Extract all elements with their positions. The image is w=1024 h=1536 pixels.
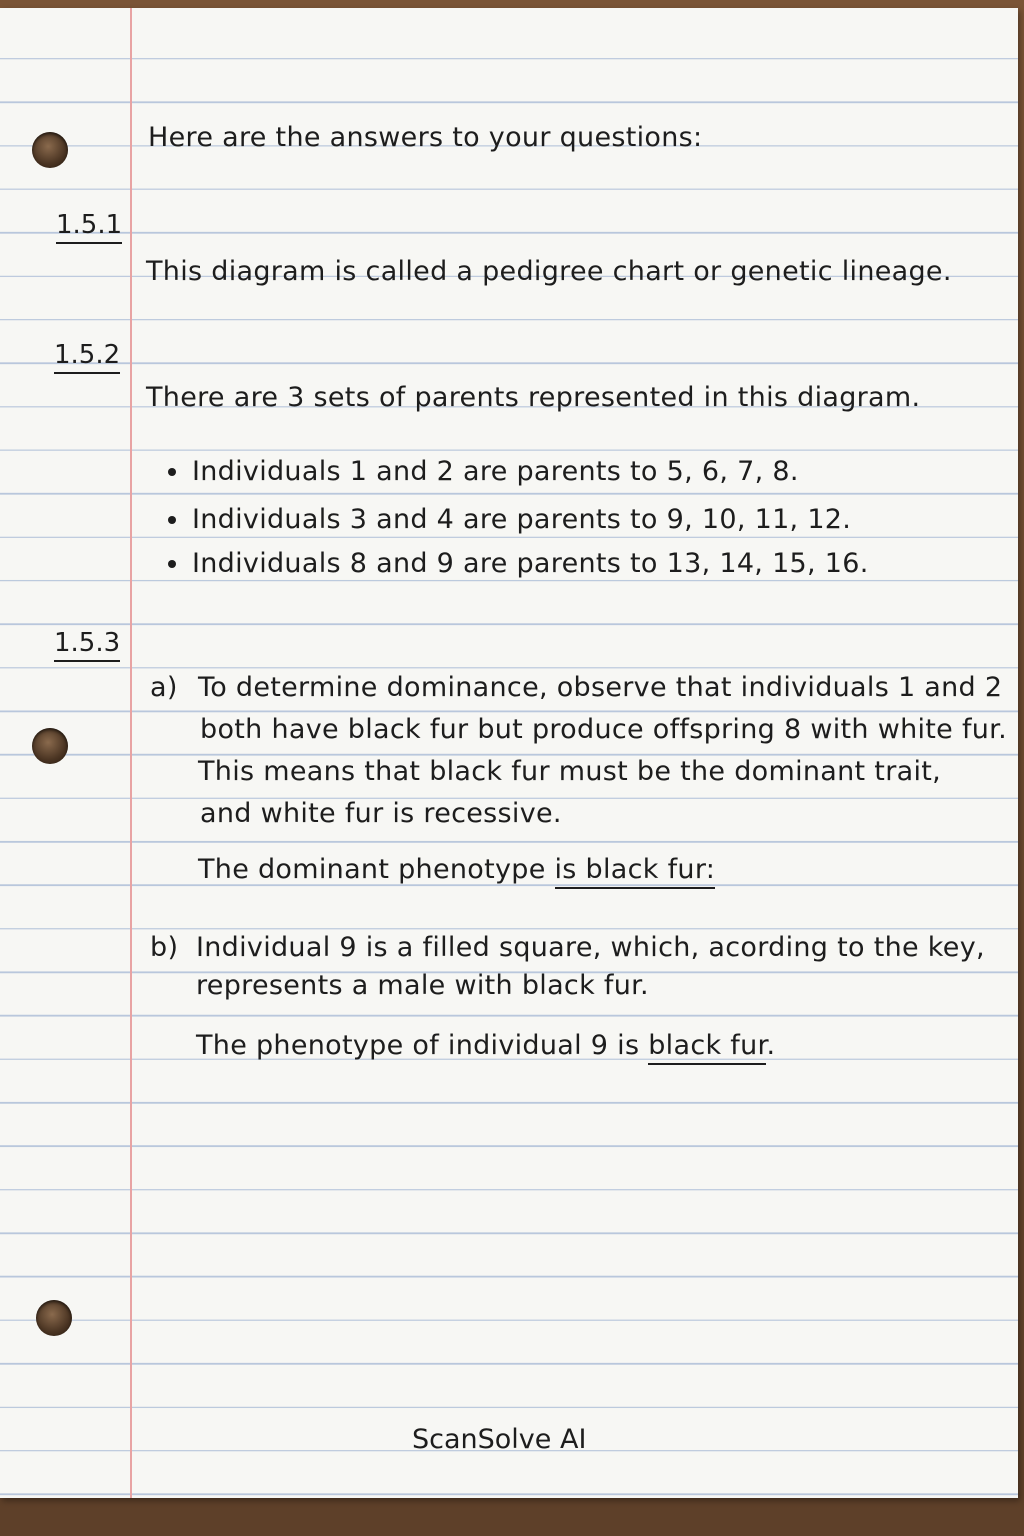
part-a-line-1: To determine dominance, observe that individuals 1 and 2 [198, 672, 1003, 703]
part-b-conclusion [196, 1032, 775, 1059]
list-item: Individuals 3 and 4 are parents to 9, 10, 11, 12. [192, 504, 852, 535]
part-a-conclusion [198, 856, 715, 883]
part-a-line-4: and white fur is recessive. [200, 798, 562, 829]
part-b-line-1: Individual 9 is a filled square, which, acording to the key, [196, 932, 985, 963]
punch-hole-bottom [36, 1300, 72, 1336]
notebook-page [0, 8, 1018, 1498]
part-b-label: b) [150, 932, 179, 963]
answer-1-5-1: This diagram is called a pedigree chart or genetic lineage. [146, 256, 952, 287]
part-b-conclusion-suffix: . [766, 1030, 776, 1061]
part-a-conclusion-prefix: The dominant phenotype [198, 854, 555, 885]
punch-hole-middle [32, 728, 68, 764]
part-b-conclusion-underlined: black fur [648, 1030, 766, 1065]
bullet-1 [168, 468, 176, 476]
bullet-2 [168, 516, 176, 524]
answer-1-5-2: There are 3 sets of parents represented in this diagram. [146, 382, 921, 413]
part-b-conclusion-prefix: The phenotype of individual 9 is [196, 1030, 649, 1061]
part-b-line-2: represents a male with black fur. [196, 970, 649, 1001]
question-number-1-5-1: 1.5.1 [56, 212, 122, 244]
list-item: Individuals 8 and 9 are parents to 13, 14, 15, 16. [192, 548, 869, 579]
bullet-3 [168, 560, 176, 568]
part-a-line-3: This means that black fur must be the dominant trait, [198, 756, 942, 787]
question-number-1-5-2: 1.5.2 [54, 342, 120, 374]
punch-hole-top [32, 132, 68, 168]
part-a-conclusion-underlined: is black fur: [555, 854, 716, 889]
footer-brand: ScanSolve AI [412, 1424, 587, 1455]
part-a-line-2: both have black fur but produce offspring 8 with white fur. [200, 714, 1007, 745]
part-a-label: a) [150, 672, 178, 703]
question-number-1-5-3: 1.5.3 [54, 630, 120, 662]
list-item: Individuals 1 and 2 are parents to 5, 6, 7, 8. [192, 456, 799, 487]
intro-text: Here are the answers to your questions: [148, 122, 703, 153]
margin-line [130, 8, 132, 1498]
